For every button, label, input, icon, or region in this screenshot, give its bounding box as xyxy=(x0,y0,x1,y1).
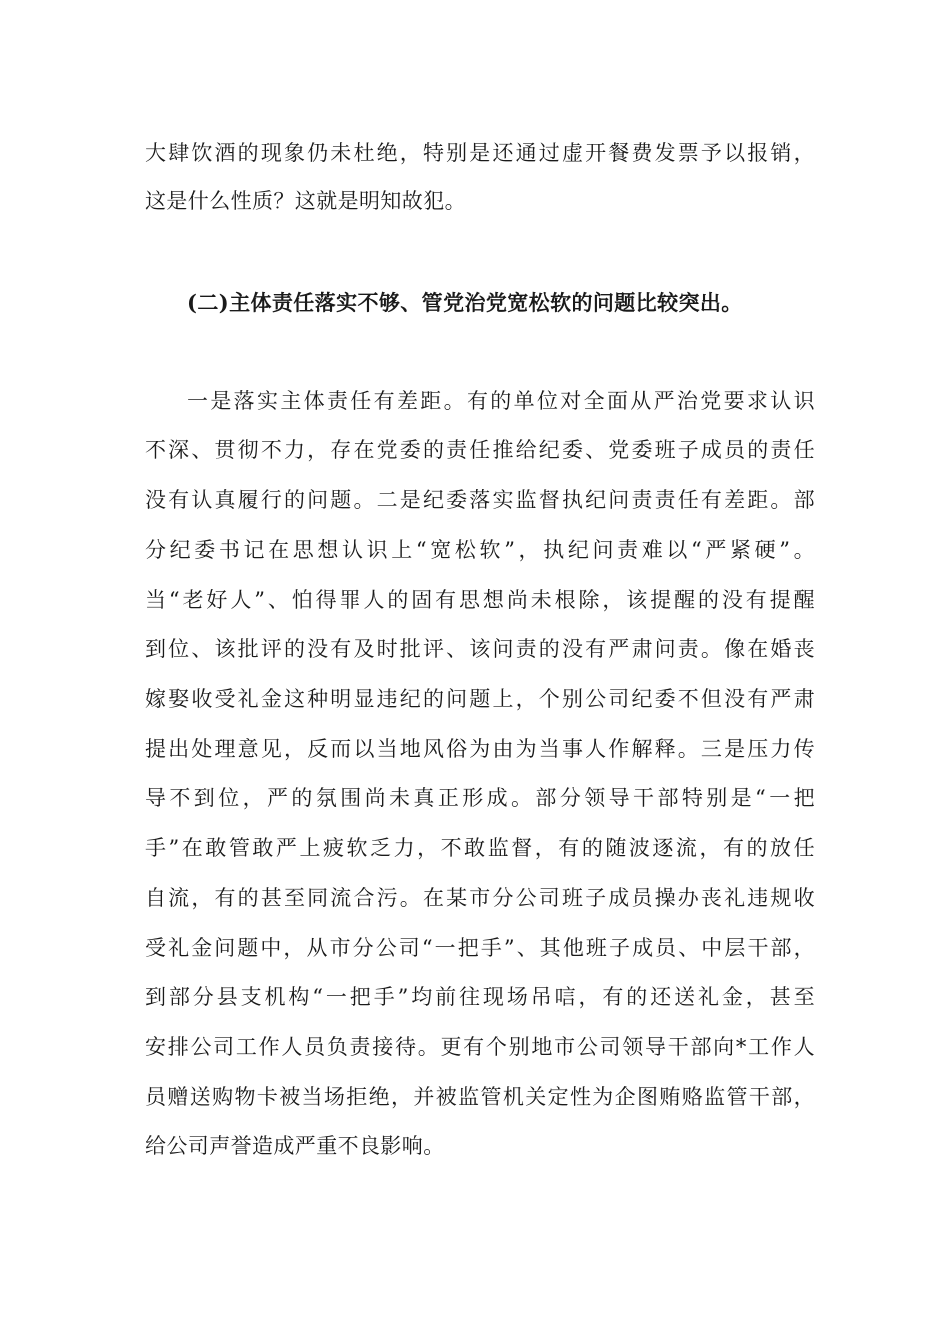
paragraph-line-5: 当“老好人”、怕得罪人的固有思想尚未根除，该提醒的没有提醒 xyxy=(145,588,815,612)
paragraph-line-13: 到部分县支机构“一把手”均前往现场吊唁，有的还送礼金，甚至 xyxy=(145,985,815,1009)
paragraph-line-9: 导不到位，严的氛围尚未真正形成。部分领导干部特别是“一把 xyxy=(145,786,815,810)
paragraph-line-1: 一是落实主体责任有差距。有的单位对全面从严治党要求认识 xyxy=(187,389,815,413)
section-heading: (二)主体责任落实不够、管党治党宽松软的问题比较突出。 xyxy=(187,290,743,315)
intro-line-2: 这是什么性质？这就是明知故犯。 xyxy=(145,189,466,213)
paragraph-line-12: 受礼金问题中，从市分公司“一把手”、其他班子成员、中层干部， xyxy=(145,936,815,960)
paragraph-line-15: 员赠送购物卡被当场拒绝，并被监管机关定性为企图贿赂监管干部， xyxy=(145,1085,815,1109)
paragraph-line-14: 安排公司工作人员负责接待。更有个别地市公司领导干部向*工作人 xyxy=(145,1035,815,1059)
paragraph-line-3: 没有认真履行的问题。二是纪委落实监督执纪问责责任有差距。部 xyxy=(145,488,815,512)
paragraph-line-11: 自流，有的甚至同流合污。在某市分公司班子成员操办丧礼违规收 xyxy=(145,886,815,910)
paragraph-line-7: 嫁娶收受礼金这种明显违纪的问题上，个别公司纪委不但没有严肃 xyxy=(145,687,815,711)
paragraph-line-4: 分纪委书记在思想认识上“宽松软”，执纪问责难以“严紧硬”。 xyxy=(145,538,815,562)
paragraph-line-10: 手”在敢管敢严上疲软乏力，不敢监督，有的随波逐流，有的放任 xyxy=(145,836,815,860)
paragraph-line-8: 提出处理意见，反而以当地风俗为由为当事人作解释。三是压力传 xyxy=(145,737,815,761)
paragraph-line-2: 不深、贯彻不力，存在党委的责任推给纪委、党委班子成员的责任 xyxy=(145,438,815,462)
intro-line-1: 大肆饮酒的现象仍未杜绝，特别是还通过虚开餐费发票予以报销， xyxy=(145,141,815,165)
paragraph-line-6: 到位、该批评的没有及时批评、该问责的没有严肃问责。像在婚丧 xyxy=(145,637,815,661)
paragraph-line-16: 给公司声誉造成严重不良影响。 xyxy=(145,1134,445,1158)
